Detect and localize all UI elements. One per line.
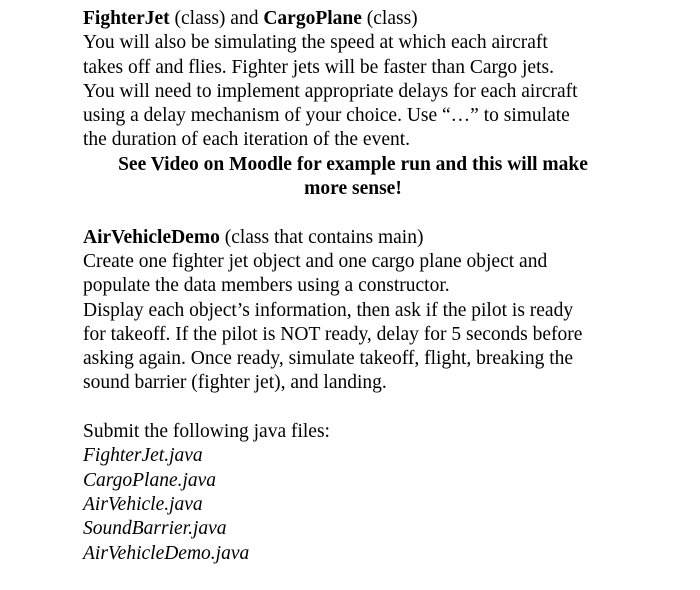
spacer [83,201,643,225]
spacer [83,396,643,420]
file-name: AirVehicleDemo.java [83,542,250,564]
heading-text: (class that contains main) [219,226,424,248]
heading-text: (class) [361,8,418,29]
section-fighterjet-cargoplane-heading [83,7,643,31]
heading-text: (class) and [169,8,264,29]
section2-line: Create one fighter jet object and one cargo plane object and [83,250,548,272]
heading-fighterjet: FighterJet [83,8,170,29]
section-airvehicledemo-heading [83,226,643,250]
submit-instructions: Submit the following java files: [83,421,330,443]
heading-cargoplane: CargoPlane [263,8,362,29]
section1-line: the duration of each iteration of the event. [83,129,411,151]
file-name: FighterJet.java [83,445,203,467]
document-body [83,7,643,566]
section2-line: asking again. Once ready, simulate takeoff, flight, breaking the [83,348,574,370]
section1-line: You will need to implement appropriate delays for each aircraft [83,80,578,102]
section2-line: populate the data members using a constructor. [83,275,450,297]
section2-line: sound barrier (fighter jet), and landing. [83,372,387,394]
section2-line: Display each object’s information, then ask if the pilot is ready [83,299,574,321]
heading-airvehicledemo: AirVehicleDemo [83,226,220,248]
section1-line: You will also be simulating the speed at which each aircraft [83,32,548,54]
section1-line: using a delay mechanism of your choice. Use “…” to simulate [83,105,570,127]
section1-line: takes off and flies. Fighter jets will be faster than Cargo jets. [83,56,554,78]
file-name: AirVehicle.java [83,493,203,515]
video-note-line: more sense! [304,178,402,200]
video-note-line: See Video on Moodle for example run and this will make [118,153,588,175]
file-name: CargoPlane.java [83,469,217,491]
section2-line: for takeoff. If the pilot is NOT ready, delay for 5 seconds before [83,323,583,345]
file-name: SoundBarrier.java [83,518,227,540]
